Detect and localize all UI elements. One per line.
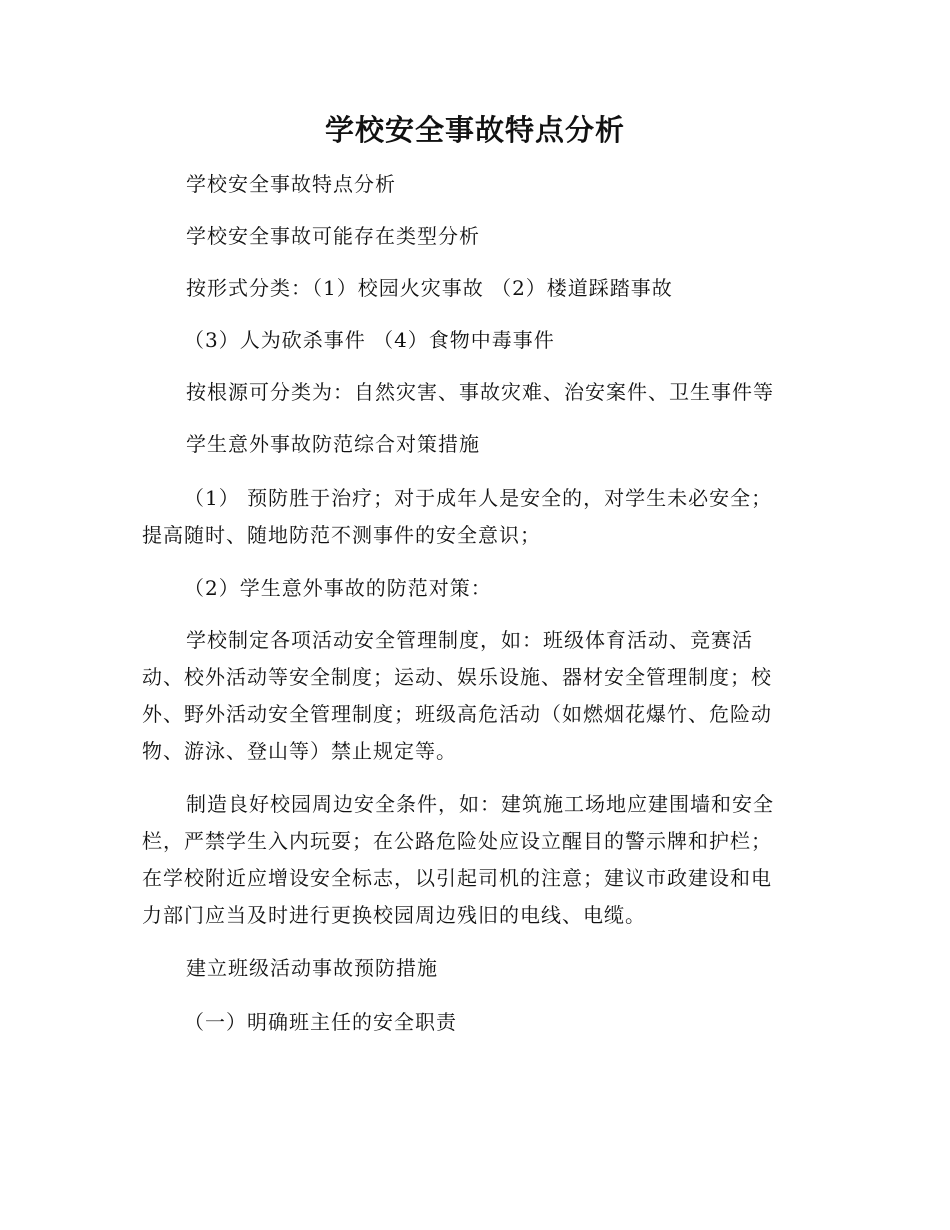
document-title: 学校安全事故特点分析 bbox=[324, 113, 625, 147]
text-line: （1） 预防胜于治疗；对于成年人是安全的，对学生未必安全； bbox=[184, 486, 773, 510]
text-line: 栏，严禁学生入内玩耍；在公路危险处应设立醒目的警示牌和护栏； bbox=[142, 829, 772, 853]
paragraph-form-classification bbox=[142, 270, 846, 307]
text-line: 物、游泳、登山等）禁止规定等。 bbox=[142, 739, 457, 763]
text-line: 建立班级活动事故预防措施 bbox=[186, 956, 438, 980]
text-line: 按根源可分类为：自然灾害、事故灾难、治安案件、卫生事件等 bbox=[186, 380, 774, 404]
text-line: 按形式分类：（1）校园火灾事故 （2）楼道踩踏事故 bbox=[186, 276, 673, 300]
paragraph-form-classification-cont bbox=[142, 322, 844, 359]
text-line: 提高随时、随地防范不测事件的安全意识； bbox=[142, 523, 541, 547]
paragraph-school-rules bbox=[142, 622, 802, 770]
paragraph-measures-heading bbox=[142, 426, 846, 463]
text-line: 学校安全事故特点分析 bbox=[186, 172, 396, 196]
text-line: 外、野外活动安全管理制度；班级高危活动（如燃烟花爆竹、危险动 bbox=[142, 702, 772, 726]
text-line: 力部门应当及时进行更换校园周边残旧的电线、电缆。 bbox=[142, 903, 646, 927]
paragraph-measure-1 bbox=[142, 480, 802, 554]
text-line: 在学校附近应增设安全标志，以引起司机的注意；建议市政建设和电 bbox=[142, 866, 772, 890]
paragraph-root-classification bbox=[142, 374, 846, 411]
paragraph-class-prevention bbox=[142, 950, 846, 987]
paragraph-campus-surroundings bbox=[142, 786, 802, 934]
text-line: 学生意外事故防范综合对策措施 bbox=[186, 432, 480, 456]
text-line: 学校制定各项活动安全管理制度，如：班级体育活动、竞赛活 bbox=[186, 628, 753, 652]
text-line: 制造良好校园周边安全条件，如：建筑施工场地应建围墙和安全 bbox=[186, 792, 774, 816]
paragraph-teacher-duty bbox=[142, 1004, 844, 1041]
text-line: （2）学生意外事故的防范对策： bbox=[184, 576, 492, 600]
paragraph-heading bbox=[142, 166, 846, 203]
text-line: 动、校外活动等安全制度；运动、娱乐设施、器材安全管理制度；校 bbox=[142, 665, 772, 689]
text-line: （一）明确班主任的安全职责 bbox=[184, 1010, 457, 1034]
text-line: （3）人为砍杀事件 （4）食物中毒事件 bbox=[184, 328, 555, 352]
paragraph-measure-2 bbox=[142, 570, 844, 607]
paragraph-subheading bbox=[142, 218, 846, 255]
text-line: 学校安全事故可能存在类型分析 bbox=[186, 224, 480, 248]
